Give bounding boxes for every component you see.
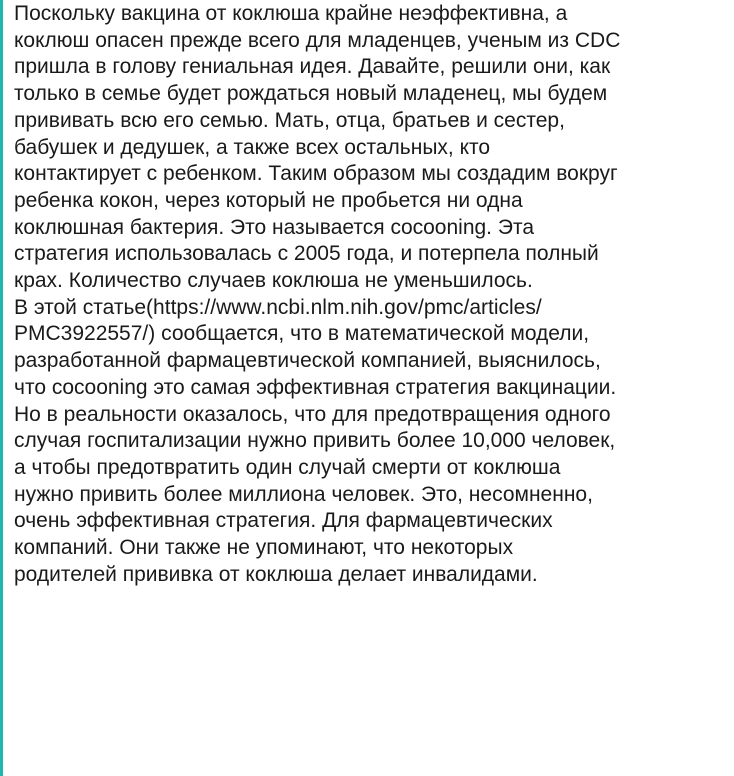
text-line: прививать всю его семью. Мать, отца, братьев и сестер, (14, 108, 565, 132)
text-line: разработанной фармацевтической компанией, выяснилось, (14, 349, 601, 373)
text-line: ребенка кокон, через который не пробьется ни одна (14, 188, 523, 212)
text-line: что cocooning это самая эффективная стратегия вакцинации. (14, 375, 617, 399)
text-line-with-link: В этой статье(https://www.ncbi.nlm.nih.gov/pmc/articles/ (14, 295, 542, 319)
text-line: родителей прививка от коклюша делает инвалидами. (14, 562, 538, 586)
left-accent-border (0, 0, 3, 776)
text-line: компаний. Они также не упоминают, что некоторых (14, 536, 514, 560)
text-line: бабушек и дедушек, а также всех остальных, кто (14, 135, 491, 159)
text-line: крах. Количество случаев коклюша не уменьшилось. (14, 269, 533, 293)
text-line-with-link: PMC3922557/) сообщается, что в математической модели, (14, 322, 590, 346)
text-line: нужно привить более миллиона человек. Это, несомненно, (14, 482, 593, 506)
text-line: стратегия использовалась с 2005 года, и потерпела полный (14, 242, 599, 266)
text-line: Поскольку вакцина от коклюша крайне неэффективна, а (14, 2, 568, 25)
text-line: очень эффективная стратегия. Для фармацевтических (14, 509, 553, 533)
text-line: пришла в голову гениальная идея. Давайте, решили они, как (14, 55, 611, 79)
text-line: коклюшная бактерия. Это называется cocooning. Эта (14, 215, 535, 239)
text-line: а чтобы предотвратить один случай смерти от коклюша (14, 455, 561, 479)
text-line: контактирует с ребенком. Таким образом мы создадим вокруг (14, 162, 618, 186)
text-line: коклюш опасен прежде всего для младенцев, ученым из CDC (14, 28, 621, 52)
text-line: только в семье будет рождаться новый младенец, мы будем (14, 82, 608, 106)
text-line: случая госпитализации нужно привить более 10,000 человек, (14, 429, 616, 453)
text-line: Но в реальности оказалось, что для предотвращения одного (14, 402, 611, 426)
post-body-text (14, 1, 730, 588)
